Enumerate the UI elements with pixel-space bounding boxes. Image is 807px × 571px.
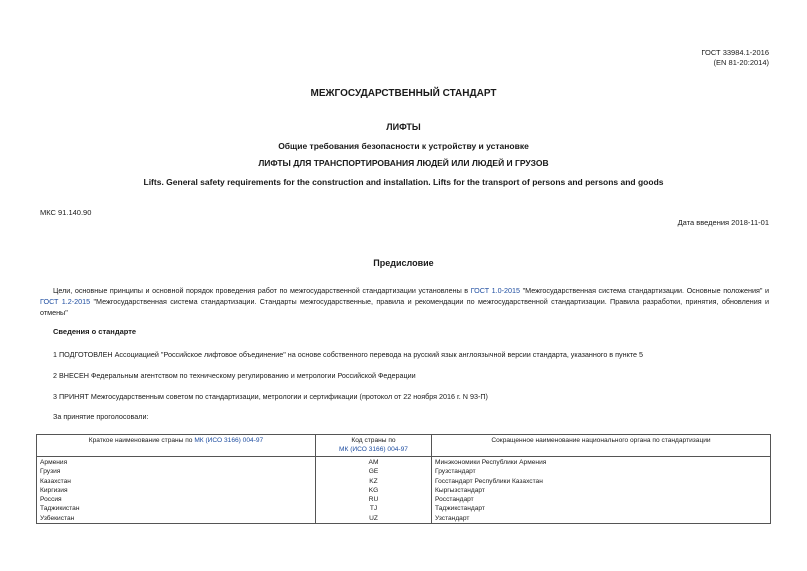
document-equivalent: (EN 81-20:2014) xyxy=(713,58,769,67)
gost-1-0-link[interactable]: ГОСТ 1.0-2015 xyxy=(470,286,521,295)
table-row xyxy=(37,477,771,486)
body-cell: Госстандарт Республики Казахстан xyxy=(432,477,771,486)
english-title: Lifts. General safety requirements for the construction and installation. Lifts for the transport of persons and persons and goods xyxy=(143,177,664,187)
foreword-text-a: Цели, основные принципы и основной порядок проведения работ по межгосударственной стандартизации установлены в xyxy=(53,286,471,295)
table-row xyxy=(37,504,771,513)
table-row xyxy=(37,457,771,468)
column-header-body: Сокращенное наименование национального органа по стандартизации xyxy=(432,435,771,457)
standard-type-heading: МЕЖГОСУДАРСТВЕННЫЙ СТАНДАРТ xyxy=(310,88,497,99)
body-cell: Росстандарт xyxy=(432,495,771,504)
code-cell: UZ xyxy=(316,514,432,524)
info-item-prepared: 1 ПОДГОТОВЛЕН Ассоциацией "Российское лифтовое объединение" на основе собственного перевода на русский язык англоязычной версии стандарта, указанного в пункте 5 xyxy=(53,350,644,359)
gost-1-2-link[interactable]: ГОСТ 1.2-2015 xyxy=(40,296,91,306)
standard-subtitle: Общие требования безопасности к устройству и установке xyxy=(278,141,529,151)
mks-code: МКС 91.140.90 xyxy=(40,208,92,217)
country-cell: Киргизия xyxy=(37,486,316,495)
table-row xyxy=(37,467,771,476)
foreword-text-c: "Межгосударственная система стандартизации. Стандарты межгосударственные, правила и рекомендации по межгосударственной стандартизации. Правила разработки, принятия, обновления и отмены" xyxy=(40,296,769,317)
introduction-date: Дата введения 2018-11-01 xyxy=(677,218,769,227)
country-cell: Россия xyxy=(37,495,316,504)
body-cell: Узстандарт xyxy=(432,514,771,524)
voting-states-table xyxy=(36,434,771,524)
mk-iso-link[interactable]: МК (ИСО 3166) 004-97 xyxy=(339,445,408,453)
foreword-paragraph xyxy=(40,286,769,318)
body-cell: Минэкономики Республики Армения xyxy=(432,457,771,468)
code-cell: AM xyxy=(316,457,432,468)
code-cell: KZ xyxy=(316,477,432,486)
voted-label: За принятие проголосовали: xyxy=(53,412,149,421)
standard-info-heading: Сведения о стандарте xyxy=(53,327,137,336)
standard-subtitle-part: ЛИФТЫ ДЛЯ ТРАНСПОРТИРОВАНИЯ ЛЮДЕЙ ИЛИ ЛЮДЕЙ И ГРУЗОВ xyxy=(258,158,549,168)
body-cell: Кыргызстандарт xyxy=(432,486,771,495)
standard-title: ЛИФТЫ xyxy=(386,122,421,132)
mk-iso-link[interactable]: МК (ИСО 3166) 004-97 xyxy=(194,437,264,444)
table-row xyxy=(37,495,771,504)
document-id xyxy=(701,48,769,68)
document-number: ГОСТ 33984.1-2016 xyxy=(701,48,769,57)
code-cell: KG xyxy=(316,486,432,495)
table-row xyxy=(37,514,771,524)
country-cell: Армения xyxy=(37,457,316,468)
country-cell: Узбекистан xyxy=(37,514,316,524)
foreword-text-b: "Межгосударственная система стандартизации. Основные положения" и xyxy=(520,286,769,295)
country-cell: Грузия xyxy=(37,467,316,476)
country-cell: Казахстан xyxy=(37,477,316,486)
body-cell: Таджикстандарт xyxy=(432,504,771,513)
info-item-adopted: 3 ПРИНЯТ Межгосударственным советом по стандартизации, метрологии и сертификации (протокол от 22 ноября 2016 г. N 93-П) xyxy=(53,392,488,401)
column-header-code: Код страны по МК (ИСО 3166) 004-97 xyxy=(316,435,432,457)
info-item-submitted: 2 ВНЕСЕН Федеральным агентством по техническому регулированию и метрологии Российской Федерации xyxy=(53,371,416,380)
body-cell: Грузстандарт xyxy=(432,467,771,476)
country-cell: Таджикистан xyxy=(37,504,316,513)
code-cell: TJ xyxy=(316,504,432,513)
code-cell: GE xyxy=(316,467,432,476)
code-cell: RU xyxy=(316,495,432,504)
table-row xyxy=(37,486,771,495)
column-header-country: Краткое наименование страны по МК (ИСО 3166) 004-97 xyxy=(37,435,316,457)
foreword-heading: Предисловие xyxy=(373,258,434,268)
